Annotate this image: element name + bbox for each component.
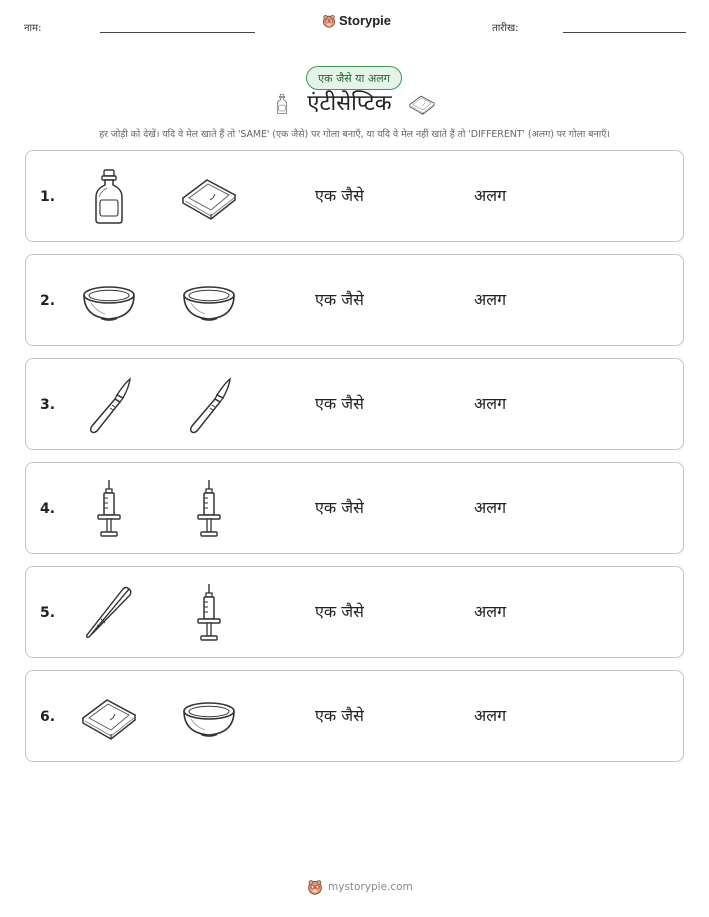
- bowl-icon: [78, 271, 140, 331]
- bowl-icon: [178, 687, 240, 747]
- question-number: 3.: [40, 397, 56, 413]
- name-line[interactable]: [100, 32, 255, 33]
- option-different[interactable]: अलग: [474, 394, 507, 413]
- option-different[interactable]: अलग: [474, 290, 507, 309]
- name-label: नाम:: [24, 23, 42, 34]
- brand-logo: [322, 13, 391, 28]
- question-number: 1.: [40, 189, 56, 205]
- option-same[interactable]: एक जैसे: [315, 706, 364, 725]
- question-row-2: [25, 254, 684, 346]
- question-row-1: [25, 150, 684, 242]
- gauze-pad-icon: [406, 90, 438, 118]
- question-number: 4.: [40, 501, 56, 517]
- scalpel-icon: [78, 375, 140, 435]
- brand-name: Storypie: [339, 13, 392, 28]
- question-row-5: [25, 566, 684, 658]
- bowl-icon: [178, 271, 240, 331]
- bottle-icon: [271, 89, 293, 119]
- option-same[interactable]: एक जैसे: [315, 186, 364, 205]
- option-same[interactable]: एक जैसे: [315, 602, 364, 621]
- page-title-text: एंटीसेप्टिक: [307, 91, 392, 116]
- syringe-icon: [178, 479, 240, 539]
- bottle-icon: [78, 167, 140, 227]
- question-row-6: [25, 670, 684, 762]
- gauze-pad-icon: [78, 687, 140, 747]
- instructions: हर जोड़ी को देखें। यदि वे मेल खाते हैं तो 'SAME' (एक जैसे) पर गोला बनाएँ, या यदि वे मेल नहीं खाते हैं तो 'DIFFERENT' (अलग) पर गोला बनाएँ।: [99, 129, 610, 140]
- option-different[interactable]: अलग: [474, 706, 507, 725]
- option-same[interactable]: एक जैसे: [315, 394, 364, 413]
- question-number: 5.: [40, 605, 56, 621]
- option-different[interactable]: अलग: [474, 602, 507, 621]
- question-row-4: [25, 462, 684, 554]
- gauze-pad-icon: [178, 167, 240, 227]
- footer-site[interactable]: mystorypie.com: [328, 881, 413, 893]
- option-different[interactable]: अलग: [474, 186, 507, 205]
- date-line[interactable]: [563, 32, 686, 33]
- question-number: 2.: [40, 293, 56, 309]
- activity-badge: एक जैसे या अलग: [306, 66, 402, 90]
- option-same[interactable]: एक जैसे: [315, 498, 364, 517]
- tweezers-icon: [78, 583, 140, 643]
- scalpel-icon: [178, 375, 240, 435]
- question-row-3: [25, 358, 684, 450]
- syringe-icon: [78, 479, 140, 539]
- footer: [307, 879, 413, 895]
- question-number: 6.: [40, 709, 56, 725]
- date-label: तारीख:: [492, 23, 519, 34]
- option-different[interactable]: अलग: [474, 498, 507, 517]
- storypie-logo-icon: [322, 14, 336, 28]
- storypie-logo-icon: [307, 879, 323, 895]
- option-same[interactable]: एक जैसे: [315, 290, 364, 309]
- syringe-icon: [178, 583, 240, 643]
- page-title: [0, 89, 709, 119]
